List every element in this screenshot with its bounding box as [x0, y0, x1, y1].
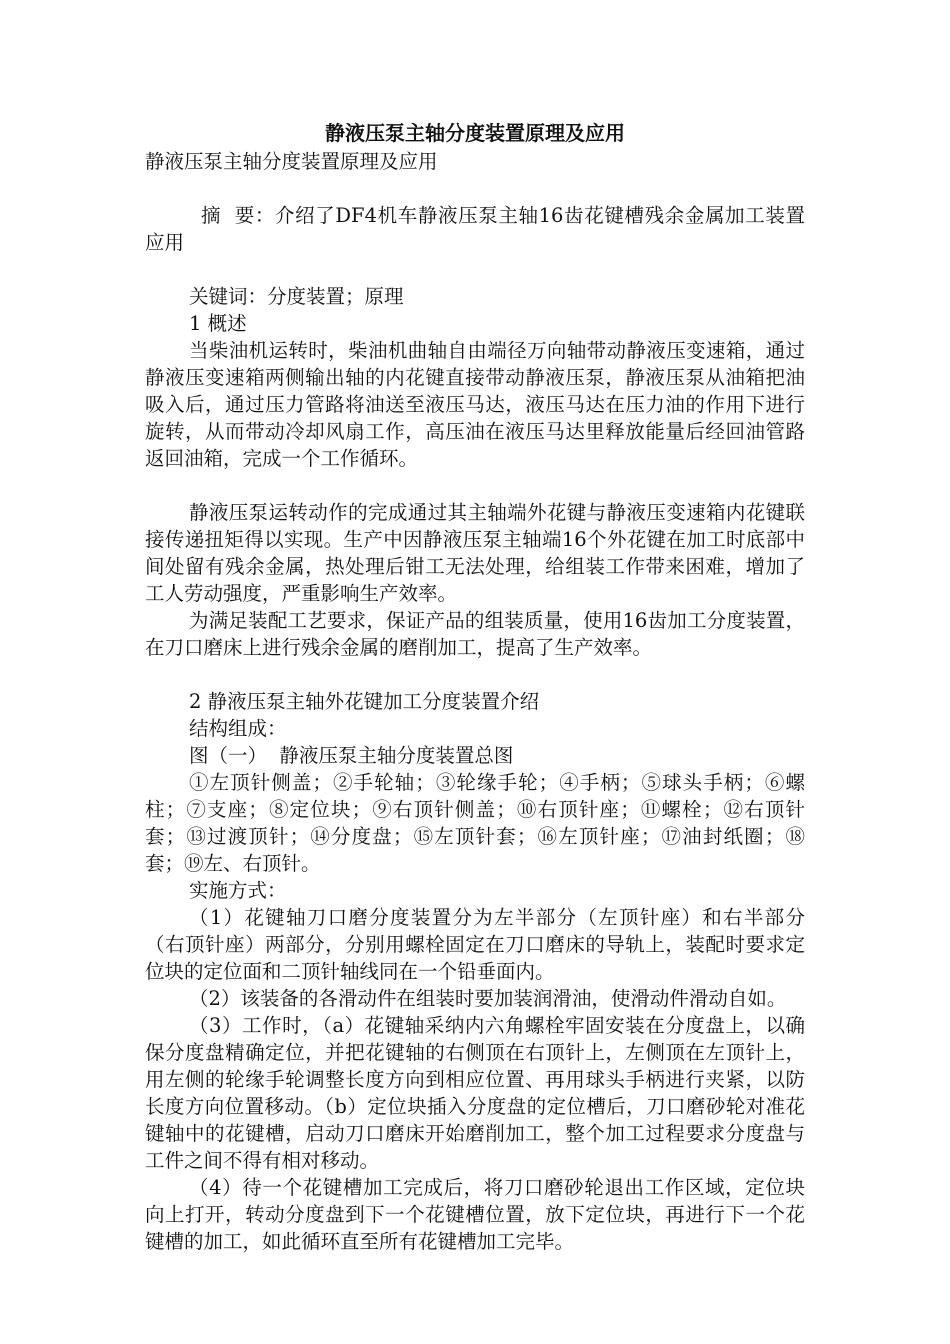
structure-label: 结构组成： [189, 717, 287, 740]
paragraph-overview-2: 静液压泵运转动作的完成通过其主轴端外花键与静液压变速箱内花键联接传递扭矩得以实现。生产中因静液压泵主轴端16个外花键在加工时底部中间处留有残余金属，热处理后钳工无法处理，给组装工作带来困难，增加了工人劳动强度，严重影响生产效率。 [145, 501, 805, 605]
section-2-heading: 2 静液压泵主轴外花键加工分度装置介绍 [189, 690, 540, 713]
spacer [145, 472, 805, 499]
abstract-paragraph: 摘 要：介绍了DF4机车静液压泵主轴16齿花键槽残余金属加工装置应用 [145, 204, 805, 254]
parts-list: ①左顶针侧盖；②手轮轴；③轮缘手轮；④手柄；⑤球头手柄；⑥螺柱；⑦支座；⑧定位块；⑨右顶针侧盖；⑩右顶针座；⑪螺栓；⑫右顶针套；⑬过渡顶针；⑭分度盘；⑮左顶针套；⑯左顶针座；⑰油封纸圈；⑱套；⑲左、右顶针。 [145, 771, 805, 875]
document-page [145, 118, 805, 1255]
method-label: 实施方式： [189, 879, 287, 902]
step-1: （1）花键轴刀口磨分度装置分为左半部分（左顶针座）和右半部分（右顶针座）两部分，分别用螺栓固定在刀口磨床的导轨上，装配时要求定位块的定位面和二顶针轴线同在一个铅垂面内。 [145, 906, 805, 983]
spacer [145, 661, 805, 688]
spacer [145, 175, 805, 202]
keywords-line: 关键词：分度装置；原理 [189, 285, 404, 308]
step-3: （3）工作时，（a）花键轴采纳内六角螺栓牢固安装在分度盘上，以确保分度盘精确定位，并把花键轴的右侧顶在右顶针上，左侧顶在左顶针上，用左侧的轮缘手轮调整长度方向到相应位置、再用球头手柄进行夹紧，以防长度方向位置移动。（b）定位块插入分度盘的定位槽后，刀口磨砂轮对准花键轴中的花键槽，启动刀口磨床开始磨削加工，整个加工过程要求分度盘与工件之间不得有相对移动。 [145, 1014, 805, 1172]
document-subtitle: 静液压泵主轴分度装置原理及应用 [145, 150, 438, 173]
paragraph-overview-1: 当柴油机运转时，柴油机曲轴自由端径万向轴带动静液压变速箱，通过静液压变速箱两侧输出轴的内花键直接带动静液压泵，静液压泵从油箱把油吸入后，通过压力管路将油送至液压马达，液压马达在压力油的作用下进行旋转，从而带动冷却风扇工作，高压油在液压马达里释放能量后经回油管路返回油箱，完成一个工作循环。 [145, 339, 805, 470]
step-2: （2）该装备的各滑动件在组装时要加装润滑油，使滑动件滑动自如。 [189, 987, 787, 1010]
section-1-heading: 1 概述 [189, 312, 247, 335]
paragraph-overview-3: 为满足装配工艺要求，保证产品的组装质量，使用16齿加工分度装置，在刀口磨床上进行残余金属的磨削加工，提高了生产效率。 [145, 609, 805, 659]
figure-caption: 图（一） 静液压泵主轴分度装置总图 [189, 744, 514, 767]
step-4: （4）待一个花键槽加工完成后，将刀口磨砂轮退出工作区域，定位块向上打开，转动分度盘到下一个花键槽位置，放下定位块，再进行下一个花键槽的加工，如此循环直至所有花键槽加工完毕。 [145, 1176, 805, 1253]
document-title: 静液压泵主轴分度装置原理及应用 [325, 121, 625, 145]
spacer [145, 256, 805, 283]
